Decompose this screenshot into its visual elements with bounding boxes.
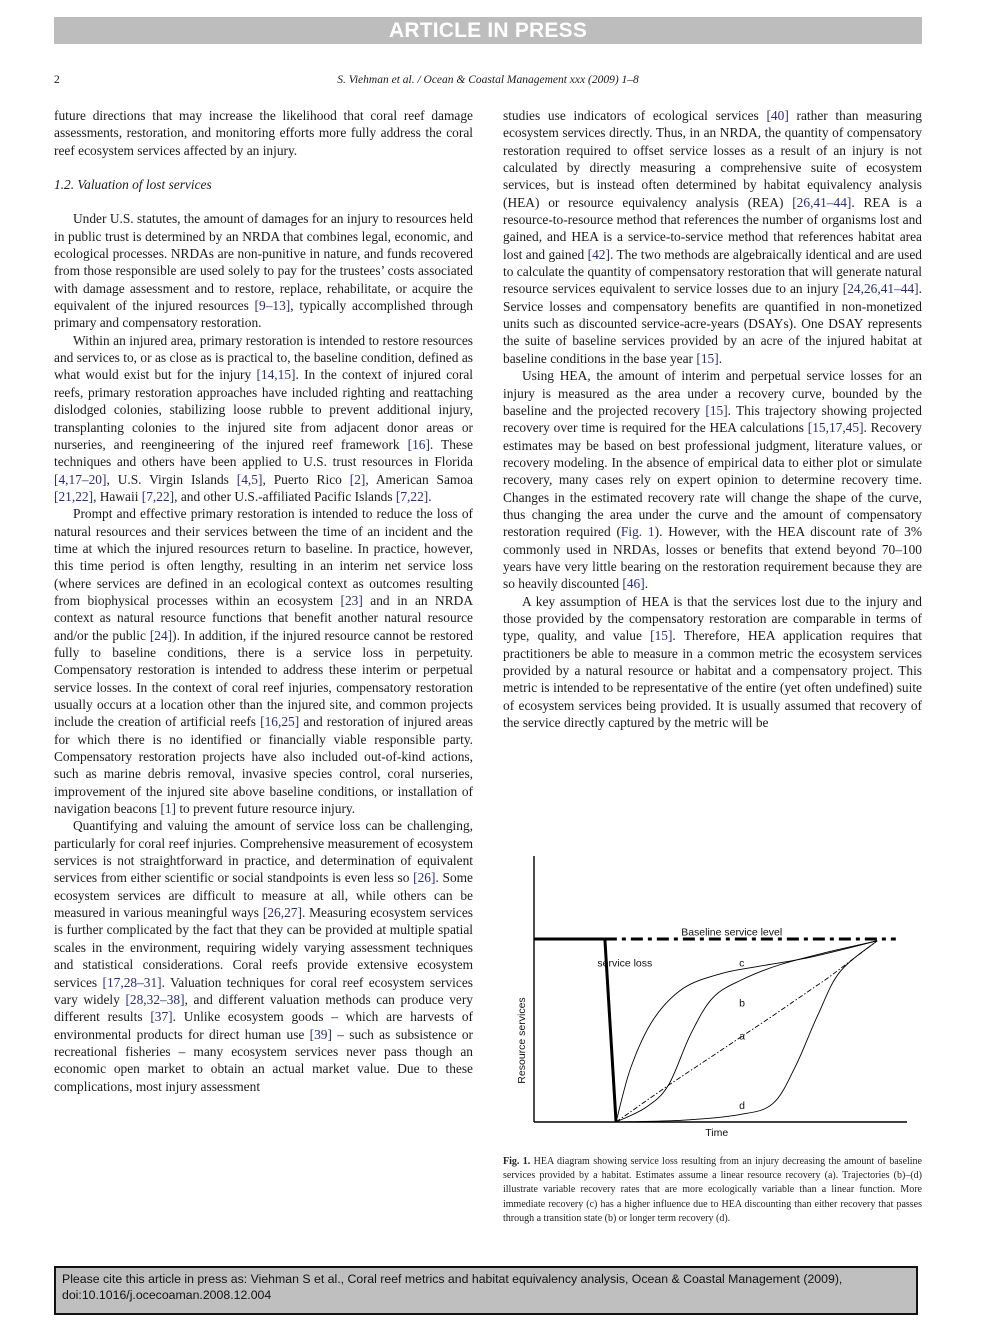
paragraph [54,332,473,505]
hea-chart [503,850,922,1150]
reference-link[interactable]: [23] [340,592,363,608]
reference-link[interactable]: [7,22] [141,488,175,504]
page-number: 2 [54,74,60,86]
journal-citation-header: S. Viehman et al. / Ocean & Coastal Management xxx (2009) 1–8 [337,74,639,86]
right-column [503,107,922,731]
text-run: . In the context of injured coral reefs, primary restoration approaches have included righting and reattaching dislodged colonies, stabilizing loose rubble to prevent additional injury, transplanting colonies to the injured site from adjacent donor areas or nurseries, and reengineering of the injured reef framework [54,367,473,452]
series-c [616,941,877,1122]
reference-link[interactable]: [2] [349,471,366,487]
reference-link[interactable]: [15,17,45] [807,420,864,436]
reference-link[interactable]: [16,25] [260,714,300,730]
text-run: . Unlike ecosystem goods – which are harvests of environmental products for direct human use [54,1009,473,1042]
text-run: . The two methods are algebraically identical and are used to calculate the quantity of compensatory restoration that will generate natural resource services equivalent to service losses due to an injury [503,246,922,297]
section-heading: 1.2. Valuation of lost services [54,177,212,193]
figure-caption-label: Fig. 1. [503,1156,531,1167]
text-run: . [644,576,649,592]
continuation-paragraph [503,107,922,367]
paragraph [54,817,473,1095]
citation-box [54,1266,918,1315]
figure-1 [503,850,922,1150]
text-run: , typically accomplished through primary and compensatory restoration. [54,298,473,331]
x-axis-label: Time [705,1127,729,1139]
text-run: . Some ecosystem services are difficult to measure at all, while others can be measured in various meaningful ways [54,870,473,921]
text-run: . Measuring ecosystem services is further complicated by the fact that they can be provided at multiple spatial scales in the environment, requiring widely varying assessment techniques and statistical considerations. Coral reefs provide extensive ecosystem services [54,905,473,990]
reference-link[interactable]: [15] [650,628,673,644]
figure-caption-text: HEA diagram showing service loss resulting from an injury decreasing the amount of baseline services provided by a habitat. Estimates assume a linear resource recovery (a). Trajectories (b)–(d) illustrate variable recovery rates that are more ecologically variable than a linear function. More immediate recovery (c) has a higher influence due to HEA discounting than either recovery that passes through a transition state (b) or longer term recovery (d). [503,1156,922,1224]
annotation-b: b [739,997,745,1010]
text-run: . [428,488,432,504]
text-run: , Puerto Rico [262,471,350,487]
text-run: . [718,350,723,366]
text-run: , American Samoa [365,471,473,487]
intro-paragraph [54,107,473,159]
annotation-service-loss: service loss [597,957,653,970]
reference-link[interactable]: [39] [309,1026,332,1042]
text-run: Prompt and effective primary restoration is intended to reduce the loss of natural resources and their services between the time of an incident and the time at which the injured resources return to baseline. In practice, however, this time period is often lengthy, resulting in an interim net service loss (where services are defined in an ecological context as outcomes resulting from biophysical processes within an ecosystem [54,506,473,608]
citation-doi[interactable]: doi:10.1016/j.ocecoaman.2008.12.004 [62,1288,272,1302]
reference-link[interactable]: [26] [413,870,436,886]
reference-link[interactable]: [37] [150,1009,173,1025]
text-run: future directions that may increase the likelihood that coral reef damage assessments, restoration, and monitoring efforts more fully address the coral reef ecosystem services affected by an injury. [54,108,473,158]
reference-link[interactable]: [17,28–31] [102,974,162,990]
text-run: . Valuation techniques for coral reef ecosystem services vary widely [54,974,473,1007]
text-run: . Service losses and compensatory benefits are quantified in non-monetized units such as discounted service-acre-years (DSAYs). One DSAY represents the suite of baseline services provided by an acre of the injured habitat at baseline conditions in the base year [503,281,922,366]
reference-link[interactable]: [15] [696,350,719,366]
text-run: . These techniques and others have been applied to U.S. trust resources in Florida [54,436,473,470]
text-run: ). In addition, if the injured resource cannot be restored fully to baseline conditions, there is a service loss in perpetuity. Compensatory restoration is intended to address these interim or perpetual service losses. In the context of coral reef injuries, compensatory restoration usually occurs at a location other than the injured site, and common projects include the creation of artificial reefs [54,627,473,730]
text-run: . Therefore, HEA application requires that practitioners be able to measure in a common metric the ecosystem services provided by a natural resource or habitat and a compensatory project. This metric is intended to be representative of the entire (yet often undefined) suite of ecosystem services being provided. It is usually assumed that recovery of the service directly captured by the metric will be [503,628,923,731]
text-run: to prevent future resource injury. [175,801,356,817]
reference-link[interactable]: Fig. 1 [620,524,655,540]
reference-link[interactable]: [4,5] [236,471,263,487]
text-run: Using HEA, the amount of interim and perpetual service losses for an injury is measured as the area under a recovery curve, bounded by the baseline and the projected recovery [503,368,922,418]
text-run: studies use indicators of ecological services [503,108,767,123]
article-in-press-banner: ARTICLE IN PRESS [54,17,922,44]
text-run: . Recovery estimates may be based on best professional judgment, literature values, or recovery modeling. In the absence of empirical data to either plot or simulate recovery, many cases rely on expert opinion to determine recovery time. Changes in the estimated recovery rate will change the shape of the curve, thus changing the area under the curve and the amount of compensatory restoration required ( [503,420,922,540]
left-column [54,107,473,1095]
text-run: – such as subsistence or recreational fisheries – many ecosystem services never pass though an economic open market to obtain an actual market value. Due to these complications, most injury assessment [54,1026,474,1094]
reference-link[interactable]: [46] [622,576,645,592]
text-run: rather than measuring ecosystem services directly. Thus, in an NRDA, the quantity of compensatory restoration required to offset service losses as a result of an injury is not calculated by directly measuring a comprehensive suite of ecosystem services, but is instead often determined by habitat equivalency analysis (HEA) or resource equivalency analysis (REA) [503,108,922,210]
annotation-a: a [739,1030,745,1043]
text-run: A key assumption of HEA is that the services lost due to the injury and those provided by the compensatory restoration are comparable in terms of type, quality, and value [503,593,922,644]
reference-link[interactable]: [16] [407,436,430,452]
text-run: . REA is a resource-to-resource method that references the number of organisms lost and gained, and HEA is a service-to-service method that references habitat area lost and gained [503,194,922,262]
reference-link[interactable]: [42] [587,246,610,262]
reference-link[interactable]: [4,17–20] [54,471,107,487]
paragraph [54,505,473,817]
text-run: , and different valuation methods can produce very different results [54,991,473,1025]
text-run: Under U.S. statutes, the amount of damages for an injury to resources held in public trust is determined by an NRDA that combines legal, economic, and ecological processes. NRDAs are non-punitive in nature, and funds recovered from those responsible are used solely to pay for the trustees’ costs associated with damage assessment and to restore, replace, rehabilitate, or acquire the equivalent of the injured resources [54,211,473,314]
y-axis-label: Resource services [516,997,528,1084]
reference-link[interactable]: [7,22] [395,488,429,504]
reference-link[interactable]: [21,22] [54,488,94,504]
reference-link[interactable]: [24,26,41–44] [842,281,919,297]
annotation-baseline-service-level: Baseline service level [681,926,783,939]
reference-link[interactable]: [40] [766,108,789,123]
figure-caption [503,1155,922,1226]
text-run: Quantifying and valuing the amount of service loss can be challenging, particularly for coral reef injuries. Comprehensive measurement of ecosystem services is not straightforward in practice, and determination of equivalent services from either scientific or social standpoints is even less so [54,818,473,886]
text-run: and in an NRDA context as natural resource functions that benefit another natural resource and/or the public [54,592,473,643]
text-run: Within an injured area, primary restoration is intended to restore resources and services to, or as close as is practical to, the baseline condition, defined as what would exist but for the injury [54,332,473,383]
text-run: and restoration of injured areas for which there is no identified or financially viable responsible party. Compensatory restoration projects have also included out-of-kind actions, such as marine debris removal, invasive species control, coral nurseries, improvement of the injured site above baseline conditions, or installation of navigation beacons [54,714,473,817]
text-run: . This trajectory showing projected recovery over time is required for the HEA calculations [503,402,922,436]
text-run: , U.S. Virgin Islands [106,471,237,487]
paragraph [54,210,473,331]
reference-link[interactable]: [9–13] [254,298,291,314]
reference-link[interactable]: [26,41–44] [792,194,852,210]
reference-link[interactable]: [14,15] [256,367,296,383]
reference-link[interactable]: [1] [160,801,176,817]
text-run: , Hawaii [93,488,142,504]
reference-link[interactable]: [28,32–38] [125,991,185,1007]
reference-link[interactable]: [15] [705,402,728,418]
citation-line: Please cite this article in press as: Viehman S et al., Coral reef metrics and habitat equivalency analysis, Ocean & Coastal Management (2009), [62,1272,843,1286]
annotation-c: c [739,957,745,970]
annotation-d: d [739,1100,745,1113]
paragraph [503,367,922,592]
paragraph [503,593,922,732]
reference-link[interactable]: [26,27] [262,905,302,921]
text-run: , and other U.S.-affiliated Pacific Islands [174,488,396,504]
text-run: ). However, with the HEA discount rate of 3% commonly used in NRDAs, losses or benefits that extend beyond 70–100 years have very little bearing on the restoration requirement because they are so heavily discounted [503,524,923,592]
reference-link[interactable]: [24] [149,627,173,643]
